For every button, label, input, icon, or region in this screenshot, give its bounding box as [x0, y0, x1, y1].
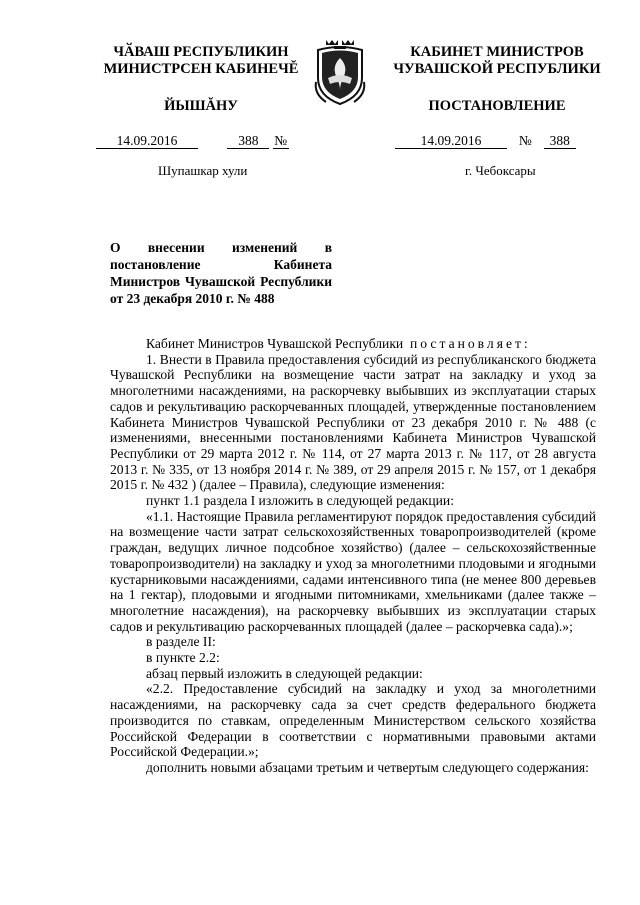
right-registration-line: [395, 134, 576, 149]
header-left-line1: ЧӐВАШ РЕСПУБЛИКИН: [113, 44, 289, 60]
body-paragraph: в разделе II:: [146, 634, 216, 650]
header-right-title: ПОСТАНОВЛЕНИЕ: [428, 98, 566, 114]
header-left: [92, 44, 310, 115]
body-paragraph: «2.2. Предоставление субсидий на закладку и уход за многолетними насаждениями, на раскорчевку сада за счет средств федерального бюджета производится по ставкам, определенным Министерством сельского хозяйства Российской Федерации в соответствии с нормативными правовыми актами Российской Федерации.»;: [110, 681, 596, 760]
right-number: 388: [544, 134, 576, 149]
left-city: Шупашкар хули: [158, 163, 248, 178]
right-number-sign: №: [518, 133, 532, 148]
left-number-sign: №: [274, 133, 288, 148]
header-left-title: ЙЫШĂНУ: [164, 98, 238, 114]
header-right-line2: ЧУВАШСКОЙ РЕСПУБЛИКИ: [393, 61, 601, 77]
document-subject: О внесении изменений в постановление Кабинета Министров Чувашской Республики от 23 декабря 2010 г. № 488: [110, 240, 332, 306]
header-left-line2: МИНИСТРСЕН КАБИНЕЧĔ: [103, 61, 299, 77]
header-right-line1: КАБИНЕТ МИНИСТРОВ: [410, 44, 584, 60]
header-right: [372, 44, 622, 115]
body-paragraph: 1. Внести в Правила предоставления субсидий из республиканского бюджета Чувашской Республики на возмещение части затрат на закладку и уход за многолетними насаждениями, на раскорчевку выбывших из эксплуатации старых садов и рекультивацию раскорчеванных площадей, утвержденные постановлением Кабинета Министров Чувашской Республики от 23 декабря 2010 г. № 488 (с изменениями, внесенными постановлениями Кабинета Министров Чувашской Республики от 29 марта 2012 г. № 114, от 27 марта 2013 г. № 117, от 28 августа 2013 г. № 335, от 13 ноября 2014 г. № 389, от 29 апреля 2015 г. № 157, от 1 декабря 2015 г. № 432 ) (далее – Правила), следующие изменения:: [110, 351, 596, 493]
preamble-verb: постановляет:: [410, 336, 531, 351]
right-city: г. Чебоксары: [465, 163, 536, 178]
preamble: [110, 336, 596, 352]
left-number: 388: [227, 134, 269, 149]
body-paragraph: пункт 1.1 раздела I изложить в следующей редакции:: [146, 493, 454, 509]
left-date: 14.09.2016: [96, 134, 198, 149]
preamble-prefix: Кабинет Министров Чувашской Республики: [146, 336, 404, 351]
body-paragraph: в пункте 2.2:: [146, 650, 220, 666]
left-registration-line: [96, 134, 289, 149]
document-body: [110, 336, 596, 776]
body-paragraph: дополнить новыми абзацами третьим и четвертым следующего содержания:: [146, 759, 589, 775]
body-paragraph: абзац первый изложить в следующей редакции:: [146, 665, 423, 681]
coat-of-arms-emblem: [312, 38, 368, 108]
body-paragraph: «1.1. Настоящие Правила регламентируют порядок предоставления субсидий на возмещение части затрат сельскохозяйственных товаропроизводителей (кроме граждан, ведущих личное подсобное хозяйство) (далее – сельскохозяйственные товаропроизводители) на закладку и уход за многолетними плодовыми и ягодными кустарниковыми насаждениями, садами интенсивного типа (не менее 800 деревьев на 1 гектар), плодовыми и ягодными питомниками, хмельниками (далее также – многолетние насаждения), на раскорчевку выбывших из эксплуатации старых садов и рекультивацию раскорчеванных площадей (далее – раскорчевка сада).»;: [110, 508, 596, 634]
right-date: 14.09.2016: [395, 134, 507, 149]
